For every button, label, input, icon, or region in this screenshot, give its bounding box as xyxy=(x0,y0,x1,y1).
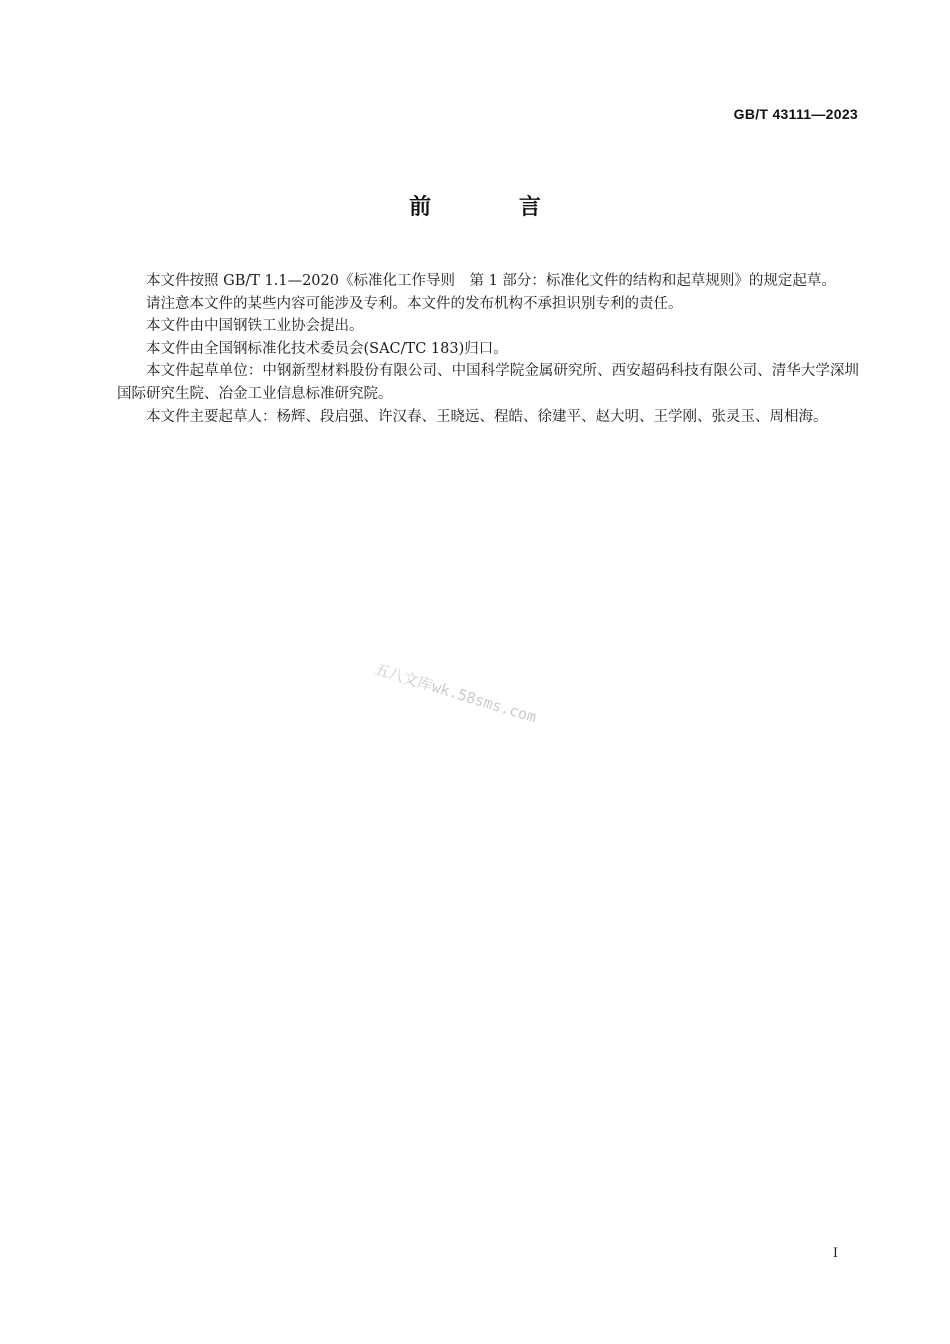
page-title: 前 言 xyxy=(409,195,581,220)
standard-code: GB/T 43111—2023 xyxy=(733,106,858,122)
paragraph-drafting-rules: 本文件按照 GB/T 1.1—2020《标准化工作导则 第 1 部分：标准化文件的结构和起草规则》的规定起草。 xyxy=(146,273,836,289)
paragraph-proposer: 本文件由中国钢铁工业协会提出。 xyxy=(146,318,364,335)
watermark-text: 五八文库wk.58sms.com xyxy=(372,659,539,727)
paragraph-committee: 本文件由全国钢标准化技术委员会(SAC/TC 183)归口。 xyxy=(146,340,508,357)
paragraph-drafters: 本文件主要起草人：杨辉、段启强、许汉春、王晓远、程皓、徐建平、赵大明、王学刚、张灵玉、周相海。 xyxy=(146,408,828,425)
paragraph-patent-notice: 请注意本文件的某些内容可能涉及专利。本文件的发布机构不承担识别专利的责任。 xyxy=(146,295,683,312)
page-number: I xyxy=(832,1246,838,1261)
foreword-body xyxy=(117,270,859,428)
paragraph-drafting-units: 本文件起草单位：中钢新型材料股份有限公司、中国科学院金属研究所、西安超码科技有限公司、清华大学深圳国际研究生院、冶金工业信息标准研究院。 xyxy=(117,363,859,402)
